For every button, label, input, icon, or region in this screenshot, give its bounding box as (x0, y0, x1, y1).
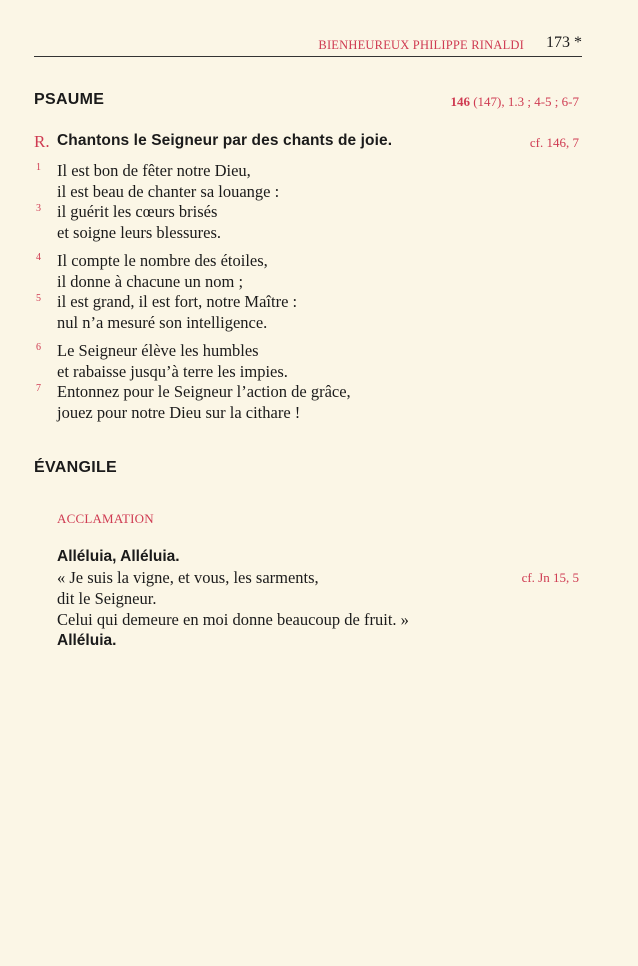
evangile-heading: ÉVANGILE (34, 459, 118, 476)
gospel-line: Alléluia, Alléluia. (57, 548, 180, 565)
verse-text: Il est bon de fêter notre Dieu, (57, 161, 251, 180)
verse-text: il donne à chacune un nom ; (57, 271, 244, 291)
verse-text: nul n’a mesuré son intelligence. (57, 312, 268, 332)
verse-text: il est beau de chanter sa louange : (57, 181, 280, 201)
running-head (34, 32, 582, 57)
verse-line (0, 362, 638, 383)
verse-text: Entonnez pour le Seigneur l’action de grâce, (57, 382, 351, 401)
page-number: 173 * (546, 34, 582, 51)
verse-line (0, 382, 638, 403)
verse-line (0, 161, 638, 182)
verse-line (0, 341, 638, 362)
verse-line (0, 251, 638, 272)
stanza-2 (0, 251, 638, 333)
psaume-reference-number: 146 (450, 94, 470, 109)
verse-line (0, 202, 638, 223)
refrain-text: Chantons le Seigneur par des chants de joie. (57, 132, 393, 149)
verse-text: et rabaisse jusqu’à terre les impies. (57, 361, 288, 381)
verse-text: Il compte le nombre des étoiles, (57, 251, 268, 270)
stanza-1 (0, 161, 638, 243)
refrain-sigle: R. (34, 132, 50, 151)
verse-number: 5 (36, 293, 41, 304)
running-head-title: BIENHEUREUX PHILIPPE RINALDI (318, 38, 524, 52)
verse-text: il guérit les cœurs brisés (57, 202, 218, 221)
verse-number: 6 (36, 342, 41, 353)
verse-line (0, 223, 638, 244)
verse-text: et soigne leurs blessures. (57, 222, 222, 242)
verse-line (0, 403, 638, 424)
gospel-reference: cf. Jn 15, 5 (521, 570, 579, 585)
verse-line (0, 272, 638, 293)
verse-line (0, 182, 638, 203)
verse-number: 7 (36, 383, 41, 394)
refrain-reference: cf. 146, 7 (529, 135, 579, 150)
verse-number: 4 (36, 252, 41, 263)
gospel-acclamation (57, 546, 597, 651)
verse-text: jouez pour notre Dieu sur la cithare ! (57, 402, 301, 422)
acclamation-label: ACCLAMATION (57, 511, 154, 526)
verse-line (0, 292, 638, 313)
verse-text: il est grand, il est fort, notre Maître : (57, 292, 298, 311)
verse-text: Le Seigneur élève les humbles (57, 341, 259, 360)
gospel-line: dit le Seigneur. (57, 589, 157, 608)
gospel-line: « Je suis la vigne, et vous, les sarments, (57, 568, 319, 587)
gospel-line: Celui qui demeure en moi donne beaucoup de fruit. » (57, 610, 409, 629)
verse-line (0, 313, 638, 334)
gospel-line: Alléluia. (57, 632, 117, 649)
verse-number: 1 (36, 162, 41, 173)
psaume-heading: PSAUME (34, 91, 105, 108)
psaume-reference-verses: (147), 1.3 ; 4-5 ; 6-7 (469, 94, 579, 109)
stanza-3 (0, 341, 638, 423)
verse-number: 3 (36, 203, 41, 214)
psaume-reference (450, 94, 579, 110)
